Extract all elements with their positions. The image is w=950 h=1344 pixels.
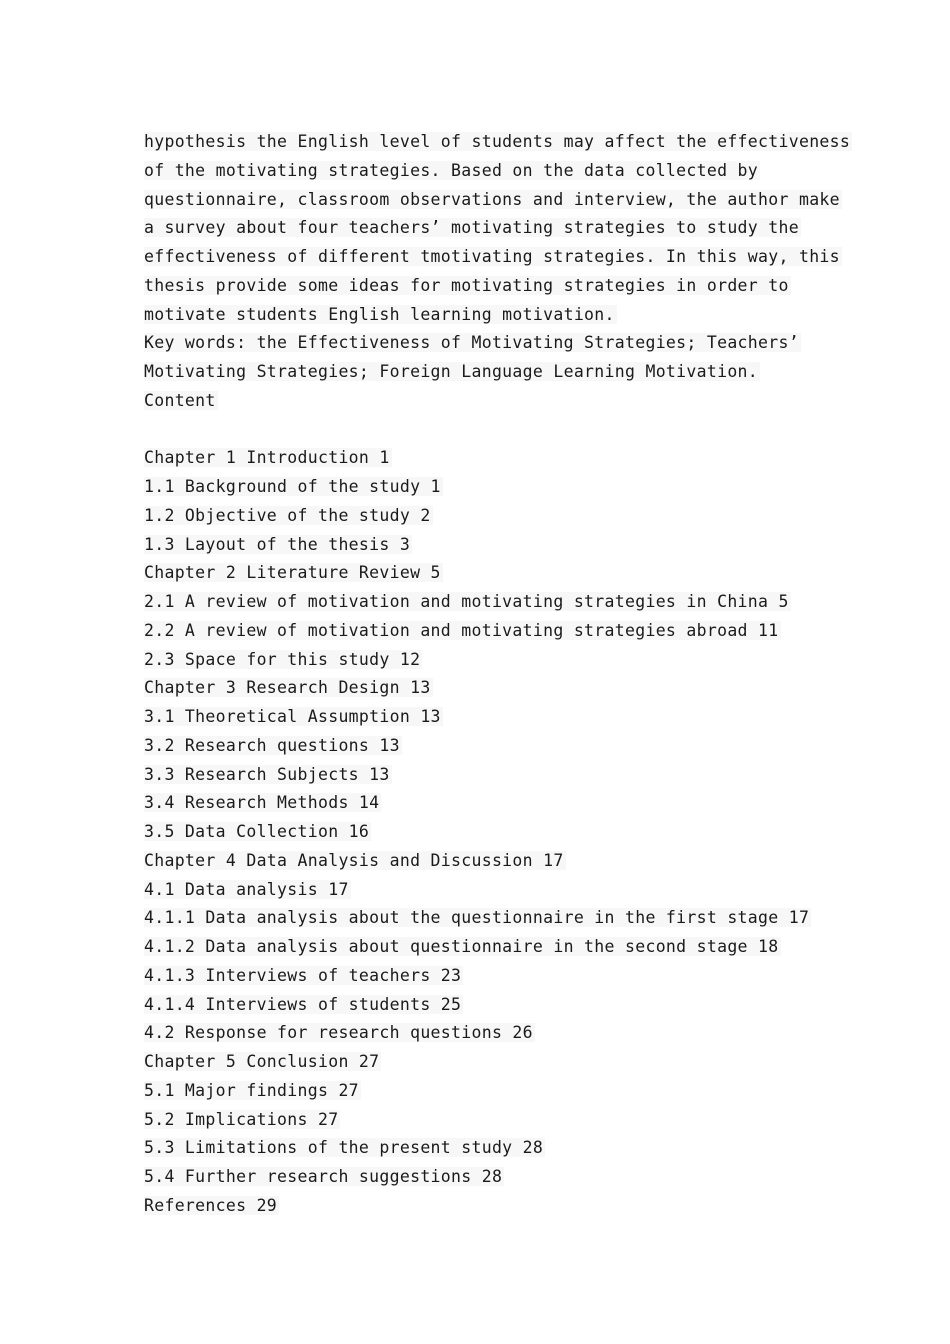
toc-entry: 4.1.2 Data analysis about questionnaire in the second stage 18 xyxy=(144,937,779,956)
toc-entry: 3.2 Research questions 13 xyxy=(144,735,400,755)
abstract-line: of the motivating strategies. Based on the data collected by xyxy=(144,160,759,180)
page-content xyxy=(144,128,851,1221)
toc-entry: 3.4 Research Methods 14 xyxy=(144,793,380,813)
abstract-line: motivate students English learning motivation. xyxy=(144,304,615,324)
toc-entry: 2.2 A review of motivation and motivating strategies abroad 11 xyxy=(144,620,779,640)
toc-entry: 4.2 Response for research questions 26 xyxy=(144,1023,533,1043)
abstract-line: effectiveness of different tmotivating strategies. In this way, this xyxy=(144,247,840,266)
toc-entry: 4.1 Data analysis 17 xyxy=(144,879,349,899)
toc-entry: 4.1.4 Interviews of students 25 xyxy=(144,994,462,1014)
toc-entry: 4.1.1 Data analysis about the questionnaire in the first stage 17 xyxy=(144,908,810,928)
toc-entry: 4.1.3 Interviews of teachers 23 xyxy=(144,965,462,985)
table-of-contents xyxy=(144,444,844,1220)
abstract-line: hypothesis the English level of students may affect the effectiveness xyxy=(144,132,851,151)
toc-entry: 3.1 Theoretical Assumption 13 xyxy=(144,707,441,726)
toc-entry: 5.2 Implications 27 xyxy=(144,1109,339,1129)
toc-entry: Chapter 4 Data Analysis and Discussion 17 xyxy=(144,850,564,870)
keywords-line: Motivating Strategies; Foreign Language Learning Motivation. xyxy=(144,362,759,381)
toc-entry: 2.3 Space for this study 12 xyxy=(144,649,421,669)
abstract-line: questionnaire, classroom observations and interview, the author make xyxy=(144,189,840,209)
blank-line xyxy=(144,416,844,445)
abstract-line: a survey about four teachers’ motivating strategies to study the xyxy=(144,218,799,238)
toc-entry: References 29 xyxy=(144,1195,278,1215)
toc-entry: Chapter 3 Research Design 13 xyxy=(144,678,431,698)
toc-entry: Chapter 2 Literature Review 5 xyxy=(144,563,441,583)
toc-entry: 3.5 Data Collection 16 xyxy=(144,822,370,841)
keywords-paragraph xyxy=(144,329,844,387)
toc-entry: 1.1 Background of the study 1 xyxy=(144,477,441,496)
toc-entry: 2.1 A review of motivation and motivating strategies in China 5 xyxy=(144,592,789,611)
abstract-line: thesis provide some ideas for motivating strategies in order to xyxy=(144,275,789,295)
keywords-line: Key words: the Effectiveness of Motivating Strategies; Teachers’ xyxy=(144,333,799,353)
toc-entry: 1.3 Layout of the thesis 3 xyxy=(144,534,411,554)
toc-entry: 3.3 Research Subjects 13 xyxy=(144,764,390,784)
toc-entry: 5.4 Further research suggestions 28 xyxy=(144,1167,503,1186)
toc-entry: Chapter 5 Conclusion 27 xyxy=(144,1052,380,1071)
toc-entry: 5.3 Limitations of the present study 28 xyxy=(144,1138,544,1158)
abstract-paragraph xyxy=(144,128,851,329)
toc-entry: 5.1 Major findings 27 xyxy=(144,1080,359,1100)
toc-entry: Chapter 1 Introduction 1 xyxy=(144,448,390,468)
toc-entry: 1.2 Objective of the study 2 xyxy=(144,505,431,525)
contents-heading: Content xyxy=(144,390,216,410)
